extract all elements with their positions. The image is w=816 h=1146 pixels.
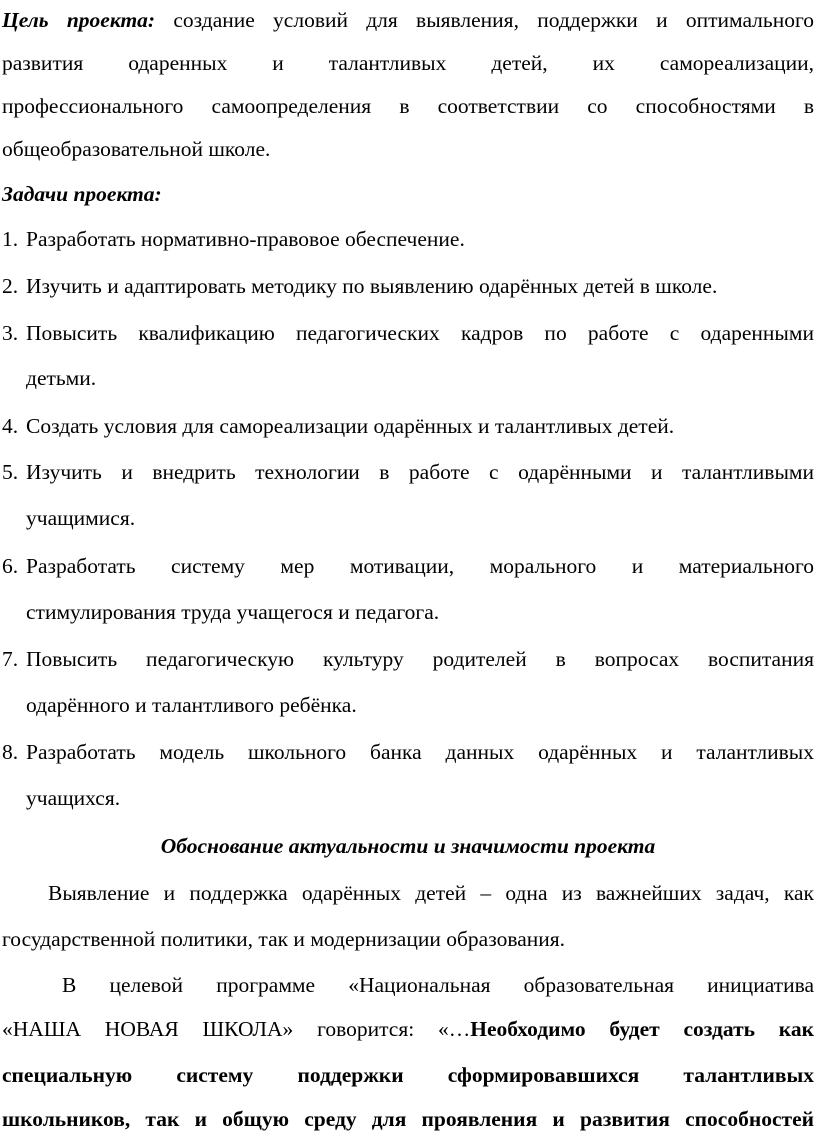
task-item-3-cont: детьми. bbox=[26, 366, 97, 390]
goal-text-1: создание условий для выявления, поддержки и оптимального bbox=[173, 8, 814, 32]
task-number: 8. bbox=[2, 740, 19, 764]
task-number: 5. bbox=[2, 460, 19, 484]
task-text: Повысить педагогическую культуру родителей в вопросах воспитания bbox=[26, 647, 814, 671]
rationale-para2-line2 bbox=[2, 1015, 814, 1043]
rationale-para1-line1: Выявление и поддержка одарённых детей – одна из важнейших задач, как bbox=[48, 881, 814, 905]
task-number: 4. bbox=[2, 414, 19, 438]
task-item-7 bbox=[2, 645, 814, 673]
goal-label: Цель проекта: bbox=[2, 8, 156, 32]
rationale-quote-intro: «НАША НОВАЯ ШКОЛА» говорится: «… bbox=[2, 1017, 471, 1041]
task-text: Изучить и адаптировать методику по выявлению одарённых детей в школе. bbox=[26, 274, 718, 298]
task-item-6 bbox=[2, 552, 814, 580]
task-item-1 bbox=[2, 225, 814, 253]
task-item-6-cont: стимулирования труда учащегося и педагога. bbox=[26, 600, 440, 624]
rationale-para2-line4: школьников, так и общую среду для проявления и развития способностей bbox=[2, 1107, 814, 1131]
task-text: Изучить и внедрить технологии в работе с одарёнными и талантливыми bbox=[26, 460, 814, 484]
task-number: 1. bbox=[2, 227, 19, 251]
task-item-2 bbox=[2, 272, 814, 300]
task-text: Разработать систему мер мотивации, морального и материального bbox=[26, 554, 814, 578]
goal-line-1 bbox=[2, 6, 814, 34]
task-text: Разработать модель школьного банка данных одарённых и талантливых bbox=[26, 740, 814, 764]
task-item-3 bbox=[2, 319, 814, 347]
rationale-para1-line2: государственной политики, так и модернизации образования. bbox=[2, 927, 566, 951]
task-text: Повысить квалификацию педагогических кадров по работе с одаренными bbox=[26, 321, 814, 345]
task-item-7-cont: одарённого и талантливого ребёнка. bbox=[26, 693, 357, 717]
task-number: 2. bbox=[2, 274, 19, 298]
tasks-heading: Задачи проекта: bbox=[2, 182, 162, 206]
task-item-8-cont: учащихся. bbox=[26, 786, 121, 810]
rationale-para2-line3: специальную систему поддержки сформировавшихся талантливых bbox=[2, 1063, 814, 1087]
rationale-quote-bold: Необходимо будет создать как bbox=[470, 1017, 814, 1041]
task-number: 7. bbox=[2, 647, 19, 671]
rationale-heading: Обоснование актуальности и значимости проекта bbox=[160, 834, 656, 858]
task-item-4 bbox=[2, 412, 814, 440]
task-item-5 bbox=[2, 458, 814, 486]
task-number: 6. bbox=[2, 554, 19, 578]
rationale-para2-line1: В целевой программе «Национальная образовательная инициатива bbox=[62, 973, 814, 997]
task-number: 3. bbox=[2, 321, 19, 345]
task-text: Создать условия для самореализации одарённых и талантливых детей. bbox=[26, 414, 675, 438]
goal-line-3: профессионального самоопределения в соответствии со способностями в bbox=[2, 94, 814, 118]
task-item-5-cont: учащимися. bbox=[26, 506, 136, 530]
goal-line-2: развития одаренных и талантливых детей, их самореализации, bbox=[2, 51, 814, 75]
task-item-8 bbox=[2, 738, 814, 766]
task-text: Разработать нормативно-правовое обеспечение. bbox=[26, 227, 465, 251]
goal-line-4: общеобразовательной школе. bbox=[2, 137, 271, 161]
